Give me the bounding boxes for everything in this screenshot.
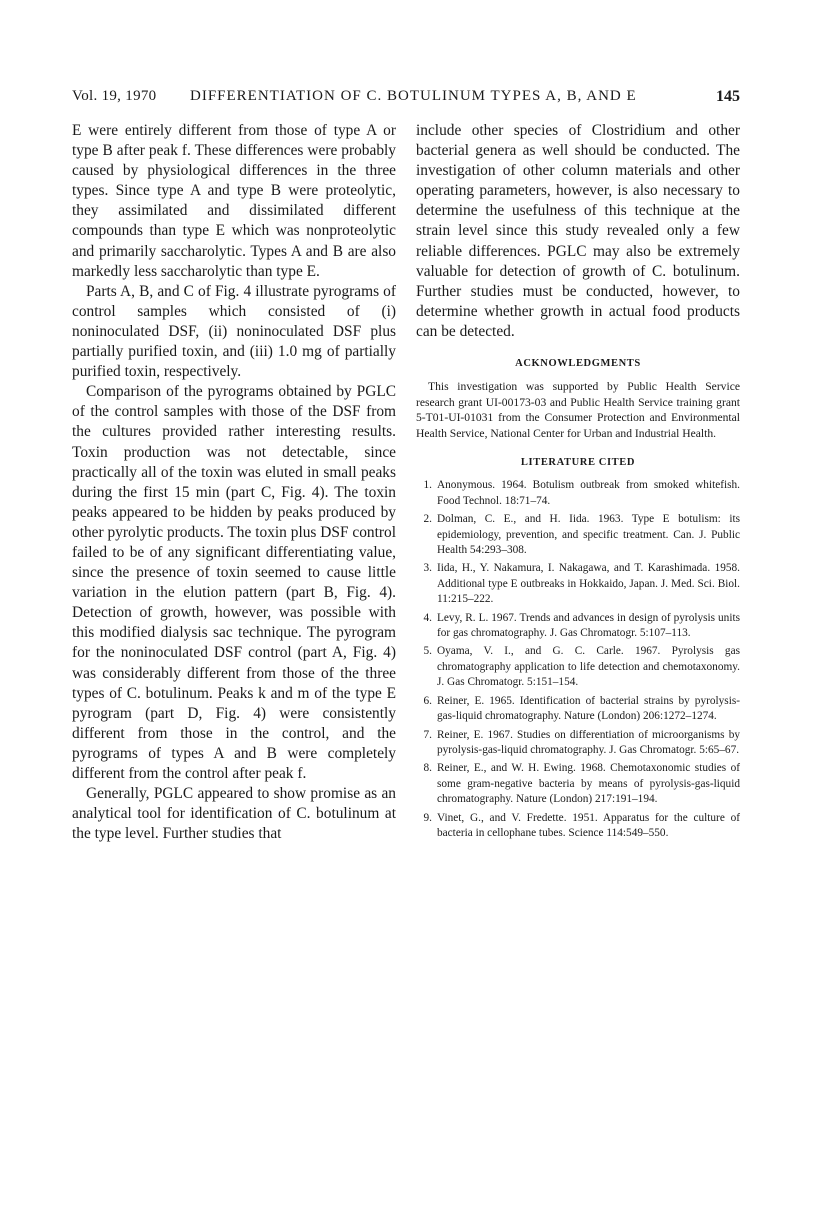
- acknowledgments-text: This investigation was supported by Public Health Service research grant UI-00173-03 and Public Health Service training grant 5-T01-UI-01031 from the Consumer Protection and Environmental Health Service, National Center for Urban and Industrial Health.: [416, 380, 740, 440]
- reference-item: [416, 811, 740, 842]
- reference-text: Dolman, C. E., and H. Iida. 1963. Type E botulism: its epidemiology, prevention, and specific treatment. Can. J. Public Health 54:293–308.: [437, 513, 740, 557]
- reference-text: Reiner, E. 1967. Studies on differentiation of microorganisms by pyrolysis-gas-liquid chromatography. J. Gas Chromatogr. 5:65–67.: [437, 728, 740, 756]
- volume-label: Vol. 19, 1970: [72, 88, 157, 104]
- reference-number: 2.: [423, 513, 432, 526]
- right-column: [416, 121, 740, 844]
- reference-number: 6.: [423, 694, 432, 707]
- reference-number: 9.: [423, 811, 432, 824]
- reference-text: Vinet, G., and V. Fredette. 1951. Apparatus for the culture of bacteria in cellophane tubes. Science 114:549–550.: [437, 811, 740, 839]
- reference-list: [416, 478, 740, 841]
- left-column: [72, 121, 396, 844]
- reference-text: Iida, H., Y. Nakamura, I. Nakagawa, and T. Karashimada. 1958. Additional type E outbreaks in Hokkaido, Japan. J. Med. Sci. Biol. 11:215–222.: [437, 562, 740, 606]
- running-title: DIFFERENTIATION OF C. BOTULINUM TYPES A, B, AND E: [190, 88, 637, 104]
- running-header: [72, 88, 740, 110]
- reference-text: Reiner, E., and W. H. Ewing. 1968. Chemotaxonomic studies of some gram-negative bacteria by means of pyrolysis-gas-liquid chromatography. Nature (London) 217:191–194.: [437, 762, 740, 806]
- reference-item: [416, 761, 740, 807]
- reference-text: Oyama, V. I., and G. C. Carle. 1967. Pyrolysis gas chromatography application to life detection and chemotaxonomy. J. Gas Chromatogr. 5:151–154.: [437, 645, 740, 689]
- reference-item: [416, 512, 740, 558]
- paragraph: E were entirely different from those of type A or type B after peak f. These differences were probably caused by physiological differences in the three types. Since type A and type B were proteolytic, they assimilated and dissimilated different compounds than type E which was nonproteolytic and primarily saccharolytic. Types A and B are also markedly less saccharolytic than type E.: [72, 122, 396, 280]
- paragraph: Comparison of the pyrograms obtained by PGLC of the control samples with those of the DSF from the cultures provided rather interesting results. Toxin production was not detectable, since practically all of the toxin was eluted in small peaks during the first 15 min (part C, Fig. 4). The toxin peaks appeared to be hidden by peaks produced by other pyrolytic products. The toxin plus DSF control failed to be of any significant differentiating value, since the presence of toxin seemed to cause little variation in the elution pattern (part B, Fig. 4). Detection of growth, however, was possible with this modified dialysis sac technique. The pyrogram for the noninoculated DSF control (part A, Fig. 4) was considerably different from those of the three types of C. botulinum. Peaks k and m of the type E pyrogram (part D, Fig. 4) were consistently different from those in the control, and the pyrograms of types A and B were completely different from the control after peak f.: [72, 383, 396, 782]
- page-number: 145: [716, 88, 740, 105]
- literature-cited-heading: LITERATURE CITED: [520, 457, 636, 469]
- paragraph: Generally, PGLC appeared to show promise as an analytical tool for identification of C. botulinum at the type level. Further studies that: [72, 785, 396, 843]
- reference-item: [416, 728, 740, 759]
- reference-number: 3.: [423, 562, 432, 575]
- reference-number: 7.: [423, 728, 432, 741]
- paragraph: include other species of Clostridium and other bacterial genera as well should be conducted. The investigation of other column materials and other operating parameters, however, is also necessary to determine the usefulness of this technique at the strain level since this study revealed only a few reliable differences. PGLC may also be extremely valuable for detection of growth of C. botulinum. Further studies must be conducted, however, to determine whether growth in actual food products can be detected.: [416, 122, 740, 340]
- reference-item: [416, 611, 740, 642]
- reference-item: [416, 644, 740, 690]
- reference-number: 4.: [423, 611, 432, 624]
- reference-text: Levy, R. L. 1967. Trends and advances in design of pyrolysis units for gas chromatography. J. Gas Chromatogr. 5:107–113.: [437, 611, 740, 640]
- reference-item: [416, 694, 740, 725]
- reference-text: Reiner, E. 1965. Identification of bacterial strains by pyrolysis-gas-liquid chromatography. Nature (London) 206:1272–1274.: [437, 694, 740, 723]
- reference-item: [416, 561, 740, 607]
- reference-item: [416, 478, 740, 509]
- reference-number: 5.: [423, 645, 432, 658]
- reference-number: 8.: [423, 762, 432, 775]
- acknowledgments-heading: ACKNOWLEDGMENTS: [515, 358, 641, 370]
- paragraph: Parts A, B, and C of Fig. 4 illustrate pyrograms of control samples which consisted of (i) noninoculated DSF, (ii) noninoculated DSF plus partially purified toxin, and (iii) 1.0 mg of partially purified toxin, respectively.: [72, 282, 396, 381]
- reference-number: 1.: [423, 479, 432, 492]
- reference-text: Anonymous. 1964. Botulism outbreak from smoked whitefish. Food Technol. 18:71–74.: [437, 479, 740, 507]
